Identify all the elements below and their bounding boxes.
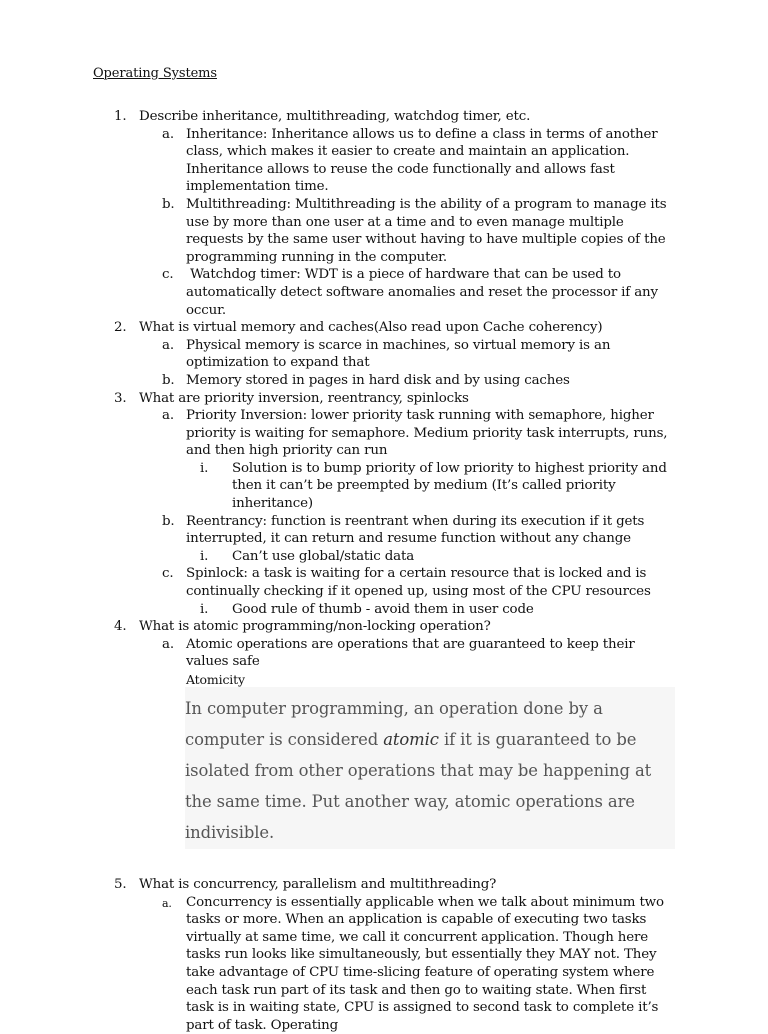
question-5 (0, 876, 768, 894)
answer-marker: a. (162, 126, 174, 142)
answer-marker: b. (162, 372, 175, 388)
answer-text: Inheritance: Inheritance allows us to define a class in terms of another class, which makes it easier to create and maintain an application. Inheritance allows to reuse the code functionally and allows fast implementation time. (186, 126, 658, 195)
answer-marker: c. (162, 566, 174, 582)
sub-answer-text: Can’t use global/static data (232, 548, 415, 564)
sub-answer-item (0, 601, 768, 619)
answer-marker: a. (162, 408, 174, 424)
answer-text: Multithreading: Multithreading is the ability of a program to manage its use by more than one user at a time and to even manage multiple requests by the same user without having to have multiple copies of the programming running in the computer. (186, 196, 667, 265)
sub-answer-text: Good rule of thumb - avoid them in user code (232, 601, 534, 617)
quote-heading: Atomicity (186, 672, 245, 687)
question-number: 4. (114, 619, 127, 635)
answer-item (0, 196, 768, 266)
answer-item (0, 565, 768, 600)
sub-answer-text: Solution is to bump priority of low priority to highest priority and then it can’t be preempted by medium (It’s called priority inheritance) (232, 460, 667, 512)
question-text: Describe inheritance, multithreading, watchdog timer, etc. (139, 109, 531, 124)
answer-marker: b. (162, 513, 175, 529)
answer-text: Concurrency is essentially applicable when we talk about minimum two tasks or more. When an application is capable of executing two tasks virtually at same time, we call it concurrent application. Though here tasks run looks like simultaneously, but essentially they MAY not. They take advantage of CPU time-slicing feature of operating system where each task run part of its task and then go to waiting state. When first task is in waiting state, CPU is assigned to second task to complete it’s part of task. Operating (186, 894, 664, 1033)
question-4 (0, 618, 768, 636)
answer-text: Priority Inversion: lower priority task running with semaphore, higher priority is waiting for semaphore. Medium priority task interrupts, runs, and then high priority can run (186, 408, 668, 459)
sub-answer-marker: i. (200, 460, 209, 476)
answer-item (0, 126, 768, 196)
answer-marker: a. (162, 896, 172, 910)
question-text: What is atomic programming/non-locking operation? (139, 619, 491, 635)
answer-marker: a. (162, 636, 174, 652)
question-3 (0, 390, 768, 408)
answer-text: Spinlock: a task is waiting for a certain resource that is locked and is continually checking if it opened up, using most of the CPU resources (186, 566, 651, 600)
answer-marker: b. (162, 196, 175, 212)
sub-answer-marker: i. (200, 548, 209, 564)
question-number: 5. (114, 877, 127, 892)
quote-text-start: In computer programming, an operation done by a computer is considered (185, 699, 603, 749)
answer-marker: a. (162, 337, 174, 353)
quote-text-end: if it is guaranteed to be isolated from other operations that may be happening at the same time. Put another way, atomic operations are indivisible. (185, 730, 652, 842)
question-text: What is concurrency, parallelism and multithreading? (139, 877, 497, 892)
sub-answer-marker: i. (200, 601, 209, 617)
answer-item (0, 894, 768, 1034)
sub-answer-item (0, 460, 768, 513)
answer-text: Atomic operations are operations that are guaranteed to keep their values safe (186, 636, 635, 670)
answer-item (0, 407, 768, 460)
answer-text: Watchdog timer: WDT is a piece of hardware that can be used to automatically detect software anomalies and reset the processor if any occur. (186, 267, 663, 318)
answer-text: Memory stored in pages in hard disk and by using caches (186, 372, 570, 388)
question-1 (0, 108, 768, 126)
question-text: What is virtual memory and caches(Also read upon Cache coherency) (139, 320, 603, 336)
answer-item (0, 513, 768, 548)
answer-item (0, 337, 768, 372)
question-number: 2. (114, 320, 127, 336)
page-title: Operating Systems (93, 66, 217, 81)
question-list (0, 108, 768, 1034)
sub-answer-item (0, 548, 768, 566)
answer-text: Physical memory is scarce in machines, so virtual memory is an optimization to expand that (186, 337, 611, 371)
answer-text: Reentrancy: function is reentrant when during its execution if it gets interrupted, it can return and resume function without any change (186, 513, 645, 547)
answer-item (0, 636, 768, 671)
answer-item (0, 266, 768, 319)
question-2 (0, 319, 768, 337)
answer-marker: c. (162, 267, 174, 283)
question-number: 3. (114, 390, 127, 406)
quote-emphasis: atomic (383, 730, 439, 749)
answer-item (0, 372, 768, 390)
quoted-definition (185, 687, 675, 849)
question-number: 1. (114, 109, 127, 124)
question-text: What are priority inversion, reentrancy, spinlocks (139, 390, 469, 406)
